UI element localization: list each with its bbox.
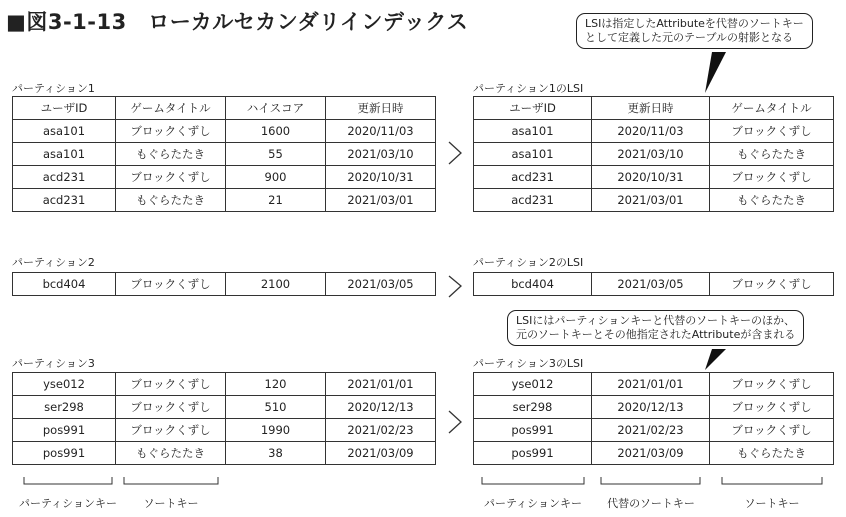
table-cell: acd231 [474, 189, 592, 212]
table-cell: 2020/10/31 [326, 166, 436, 189]
table-cell: ブロックくずし [710, 273, 834, 296]
table-cell: ブロックくずし [116, 396, 226, 419]
table-cell: 2021/03/10 [326, 143, 436, 166]
table-cell: pos991 [474, 419, 592, 442]
brace-left-sort-key [124, 477, 218, 484]
table-cell: 2020/12/13 [592, 396, 710, 419]
table-cell: 2021/02/23 [592, 419, 710, 442]
table-cell: 2021/01/01 [592, 373, 710, 396]
caption-right-partition-key: パーティションキー [484, 497, 582, 510]
left-partition-3-label: パーティション3 [12, 357, 95, 370]
table-cell: acd231 [13, 166, 116, 189]
table-cell: 2021/03/05 [326, 273, 436, 296]
callout-attributes-line2: 元のソートキーとその他指定されたAttributeが含まれる [516, 328, 796, 341]
table-cell: 2021/02/23 [326, 419, 436, 442]
table-cell: 2021/03/05 [592, 273, 710, 296]
table-cell: ブロックくずし [116, 273, 226, 296]
table-cell: asa101 [13, 143, 116, 166]
caption-right-sort-key: ソートキー [744, 497, 800, 510]
table-cell: 21 [226, 189, 326, 212]
callout-projection-line2: として定義した元のテーブルの射影となる [585, 31, 794, 44]
table-cell: もぐらたたき [710, 442, 834, 465]
left-partition-1-label: パーティション1 [12, 82, 95, 95]
table-cell: bcd404 [474, 273, 592, 296]
brace-right-partition-key [482, 477, 584, 484]
table-cell: 510 [226, 396, 326, 419]
table-cell: pos991 [13, 442, 116, 465]
table-cell: 2020/12/13 [326, 396, 436, 419]
right-partition-1-label: パーティション1のLSI [473, 82, 584, 95]
table-cell: bcd404 [13, 273, 116, 296]
table-cell: ブロックくずし [116, 373, 226, 396]
header-cell: ユーザID [474, 97, 592, 120]
caption-right-alt-sort-key: 代替のソートキー [607, 497, 695, 510]
caption-left-partition-key: パーティションキー [19, 497, 117, 510]
table-cell: ブロックくずし [710, 166, 834, 189]
table-cell: ブロックくずし [710, 396, 834, 419]
brace-right-alt-sort-key [601, 477, 700, 484]
arrow-partition-3-icon [449, 411, 461, 433]
table-cell: 2100 [226, 273, 326, 296]
table-cell: ブロックくずし [116, 166, 226, 189]
callout-attributes-line1: LSIにはパーティションキーと代替のソートキーのほか、 [516, 314, 796, 327]
table-cell: pos991 [474, 442, 592, 465]
table-cell: 2020/10/31 [592, 166, 710, 189]
header-cell: 更新日時 [326, 97, 436, 120]
table-cell: 2021/03/09 [326, 442, 436, 465]
table-cell: 38 [226, 442, 326, 465]
brace-left-partition-key [24, 477, 112, 484]
header-cell: ハイスコア [226, 97, 326, 120]
table-cell: asa101 [474, 120, 592, 143]
arrow-partition-1-icon [449, 142, 461, 164]
table-cell: ブロックくずし [116, 419, 226, 442]
table-cell: yse012 [13, 373, 116, 396]
table-cell: acd231 [13, 189, 116, 212]
table-cell: 1990 [226, 419, 326, 442]
table-cell: yse012 [474, 373, 592, 396]
figure-title: ■図3-1-13 ローカルセカンダリインデックス [6, 10, 469, 34]
caption-left-sort-key: ソートキー [143, 497, 199, 510]
table-cell: acd231 [474, 166, 592, 189]
callout-projection-pointer [705, 52, 726, 93]
table-cell: ser298 [13, 396, 116, 419]
table-cell: asa101 [13, 120, 116, 143]
header-cell: ゲームタイトル [116, 97, 226, 120]
header-cell: 更新日時 [592, 97, 710, 120]
right-partition-3-label: パーティション3のLSI [473, 357, 584, 370]
left-partition-2-label: パーティション2 [12, 256, 95, 269]
table-cell: 900 [226, 166, 326, 189]
header-cell: ゲームタイトル [710, 97, 834, 120]
table-cell: 2021/03/09 [592, 442, 710, 465]
table-cell: もぐらたたき [710, 143, 834, 166]
table-cell: pos991 [13, 419, 116, 442]
table-cell: もぐらたたき [116, 189, 226, 212]
table-cell: 2021/01/01 [326, 373, 436, 396]
table-cell: 2021/03/01 [592, 189, 710, 212]
arrow-partition-2-icon [449, 276, 461, 297]
table-cell: ブロックくずし [710, 120, 834, 143]
header-cell: ユーザID [13, 97, 116, 120]
table-cell: もぐらたたき [116, 143, 226, 166]
table-cell: ブロックくずし [710, 419, 834, 442]
right-partition-2-label: パーティション2のLSI [473, 256, 584, 269]
table-cell: 1600 [226, 120, 326, 143]
table-cell: 2020/11/03 [592, 120, 710, 143]
table-cell: もぐらたたき [710, 189, 834, 212]
table-cell: 120 [226, 373, 326, 396]
callout-projection-line1: LSIは指定したAttributeを代替のソートキー [585, 17, 804, 30]
table-cell: もぐらたたき [116, 442, 226, 465]
table-cell: ブロックくずし [710, 373, 834, 396]
table-cell: ブロックくずし [116, 120, 226, 143]
table-cell: 2021/03/01 [326, 189, 436, 212]
table-cell: asa101 [474, 143, 592, 166]
brace-right-sort-key [722, 477, 822, 484]
table-cell: 2020/11/03 [326, 120, 436, 143]
table-cell: 2021/03/10 [592, 143, 710, 166]
table-cell: ser298 [474, 396, 592, 419]
callout-attributes-pointer [705, 349, 726, 370]
table-cell: 55 [226, 143, 326, 166]
